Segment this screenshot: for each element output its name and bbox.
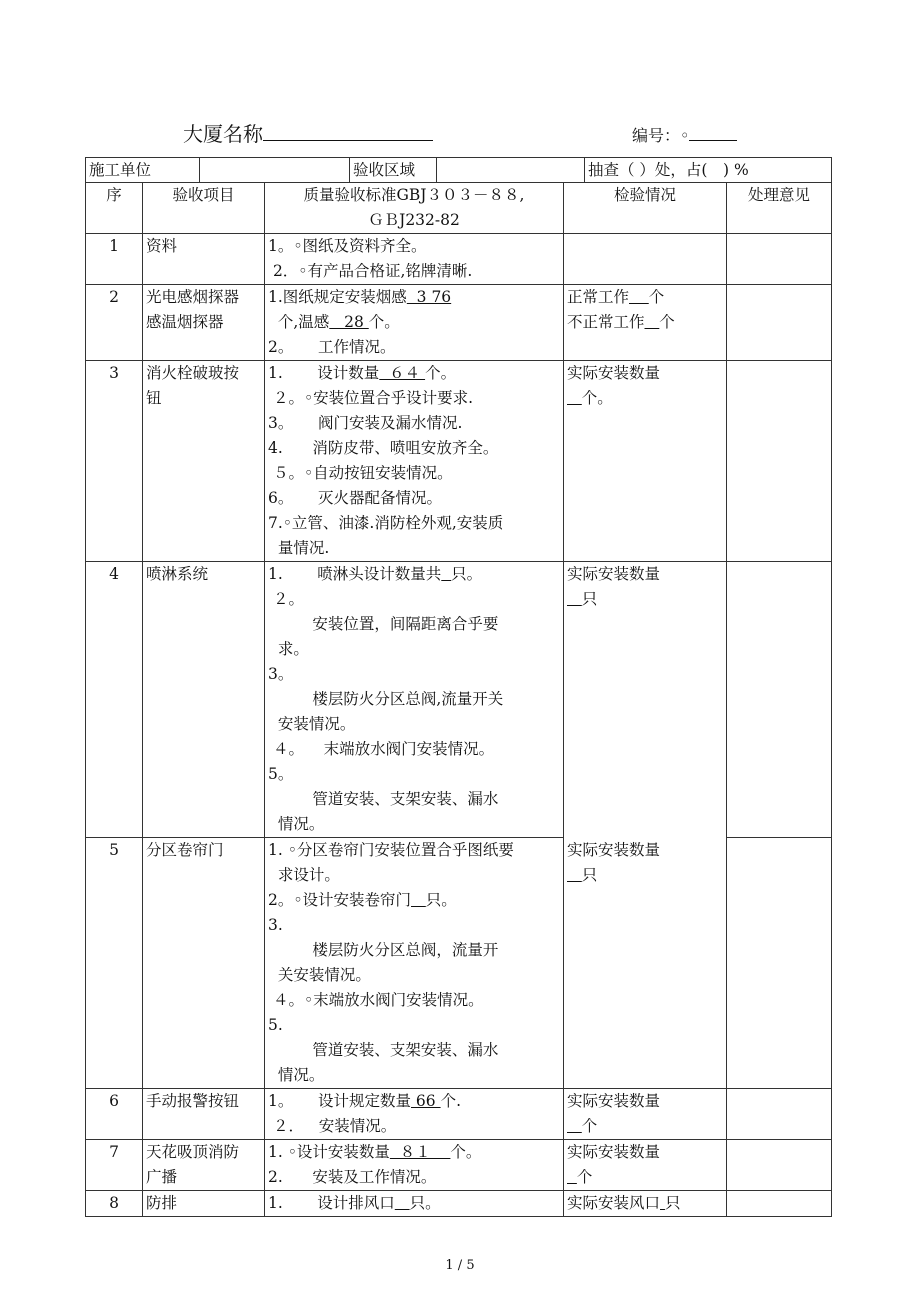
- text-line: [567, 1165, 723, 1190]
- text-line: [268, 888, 560, 913]
- text-line: [567, 1089, 723, 1114]
- item-line: 光电感烟探器: [146, 288, 240, 306]
- text-segment: 4. 消防皮带、喷咀安放齐全。: [268, 439, 499, 457]
- text-line: [268, 361, 560, 386]
- text-line: [268, 612, 560, 637]
- unit-label: 施工单位: [86, 158, 200, 182]
- text-segment: 只: [581, 865, 598, 884]
- text-segment: ２。: [268, 590, 304, 608]
- text-line: [268, 587, 560, 612]
- text-line: [567, 838, 723, 863]
- text-segment: 正常工作: [567, 288, 630, 306]
- table-row: [86, 361, 832, 562]
- text-segment: 个: [648, 288, 665, 306]
- row-handling[interactable]: [727, 234, 832, 285]
- text-segment: 实际安装风口: [567, 1194, 661, 1212]
- text-line: [567, 386, 723, 411]
- standard-line: ＧＢJ232-82: [368, 211, 460, 229]
- row-check[interactable]: [564, 562, 727, 838]
- text-line: [268, 486, 560, 511]
- text-line: [268, 562, 560, 587]
- text-line: [268, 1063, 560, 1088]
- row-check[interactable]: [564, 361, 727, 562]
- text-segment: ５。◦自动按钮安装情况。: [268, 464, 453, 482]
- text-segment: 楼层防火分区总阀,流量开关: [268, 690, 504, 708]
- text-segment: 2。◦设计安装卷帘门: [268, 891, 412, 909]
- text-segment: 1. 设计数量: [268, 364, 380, 382]
- text-line: [268, 762, 560, 787]
- text-segment: 7.◦立管、油漆.消防栓外观,安装质: [268, 514, 504, 532]
- text-segment: 实际安装数量: [567, 565, 661, 583]
- item-line: 分区卷帘门: [146, 841, 224, 859]
- text-line: [268, 436, 560, 461]
- row-check[interactable]: [564, 285, 727, 361]
- row-standard: [265, 1191, 564, 1217]
- text-segment: 关安装情况。: [268, 966, 371, 984]
- text-line: [268, 662, 560, 687]
- fill-blank[interactable]: [645, 313, 660, 331]
- text-line: [268, 637, 560, 662]
- row-seq: 1: [86, 234, 143, 285]
- fill-blank[interactable]: 66: [411, 1092, 441, 1110]
- text-segment: 个: [581, 1117, 598, 1135]
- text-line: [567, 1114, 723, 1139]
- text-segment: 实际安装数量: [567, 364, 661, 382]
- text-line: [268, 712, 560, 737]
- info-row: [86, 158, 832, 183]
- item-line: 喷淋系统: [146, 565, 209, 583]
- text-segment: 量情况.: [268, 539, 330, 557]
- text-segment: 1。◦图纸及资料齐全。: [268, 237, 427, 255]
- text-segment: 实际安装数量: [567, 840, 661, 859]
- row-standard: [265, 1140, 564, 1191]
- text-line: [268, 938, 560, 963]
- text-segment: 5。: [268, 765, 294, 783]
- row-handling[interactable]: [727, 285, 832, 361]
- item-line: 感温烟探器: [146, 313, 224, 331]
- row-handling[interactable]: [727, 361, 832, 562]
- row-item: [143, 361, 265, 562]
- item-line: 天花吸顶消防: [146, 1143, 240, 1161]
- text-segment: 安装位置，间隔距离合乎要: [268, 615, 499, 633]
- row-check[interactable]: [564, 1140, 727, 1191]
- col-item: 验收项目: [143, 183, 265, 234]
- building-name-field: [183, 121, 433, 147]
- row-handling[interactable]: [727, 1140, 832, 1191]
- text-segment: ４。 末端放水阀门安装情况。: [268, 740, 495, 758]
- row-check[interactable]: [564, 1191, 727, 1217]
- text-segment: 3。: [268, 665, 294, 683]
- table-row: [86, 1140, 832, 1191]
- table-row: [86, 838, 832, 1089]
- text-segment: 6。 灭火器配备情况。: [268, 489, 442, 507]
- text-line: [268, 988, 560, 1013]
- row-standard: [265, 838, 564, 1089]
- text-segment: 只。: [425, 891, 457, 909]
- text-line: [268, 838, 560, 863]
- text-segment: 管道安装、支架安装、漏水: [268, 1041, 499, 1059]
- fill-blank[interactable]: [629, 288, 649, 306]
- text-segment: 1. ◦分区卷帘门安装位置合乎图纸要: [268, 841, 514, 859]
- text-segment: 3.: [268, 916, 283, 934]
- row-seq: 5: [86, 838, 143, 1089]
- fill-blank[interactable]: [567, 1168, 577, 1186]
- table-row: [86, 285, 832, 361]
- text-line: [567, 361, 723, 386]
- text-segment: 不正常工作: [567, 313, 645, 331]
- standard-line: 质量验收标准GBJ３０３－８８,: [303, 186, 525, 204]
- text-segment: 5.: [268, 1016, 283, 1034]
- text-segment: 个.: [440, 1092, 462, 1110]
- text-segment: 2。 工作情况。: [268, 338, 396, 356]
- col-check: 检验情况: [564, 183, 727, 234]
- fill-blank[interactable]: [567, 866, 582, 884]
- row-seq: 3: [86, 361, 143, 562]
- row-seq: 8: [86, 1191, 143, 1217]
- text-segment: 求。: [268, 640, 309, 658]
- text-line: [268, 310, 560, 335]
- text-line: [268, 1089, 560, 1114]
- row-handling[interactable]: [727, 1191, 832, 1217]
- code-field: [632, 125, 737, 147]
- text-segment: 个。: [368, 313, 400, 331]
- text-line: [567, 285, 723, 310]
- text-line: [268, 1165, 560, 1190]
- row-item: [143, 234, 265, 285]
- text-segment: 楼层防火分区总阀，流量开: [268, 941, 499, 959]
- text-segment: 1. ◦设计安装数量: [268, 1143, 390, 1161]
- text-line: [268, 1038, 560, 1063]
- row-seq: 4: [86, 562, 143, 838]
- text-segment: 只: [664, 1194, 681, 1212]
- fill-blank[interactable]: [567, 389, 582, 407]
- text-line: [268, 1140, 560, 1165]
- text-segment: 1.图纸规定安装烟感: [268, 288, 407, 306]
- fill-blank[interactable]: [441, 565, 451, 583]
- row-item: [143, 562, 265, 838]
- text-segment: 1. 喷淋头设计数量共: [268, 565, 442, 583]
- row-item: [143, 1191, 265, 1217]
- row-standard: [265, 361, 564, 562]
- text-line: [567, 587, 723, 612]
- text-segment: 实际安装数量: [567, 1143, 661, 1161]
- text-line: [268, 1191, 560, 1216]
- row-item: [143, 285, 265, 361]
- col-seq: 序: [86, 183, 143, 234]
- col-standard: [265, 183, 564, 234]
- unit-value[interactable]: [200, 158, 350, 182]
- row-check[interactable]: [564, 234, 727, 285]
- fill-blank[interactable]: ６４: [379, 364, 426, 382]
- text-segment: ２． 安装情况。: [268, 1117, 397, 1135]
- inspection-table: [85, 157, 832, 1217]
- text-line: [567, 310, 723, 335]
- text-segment: 管道安装、支架安装、漏水: [268, 790, 499, 808]
- text-segment: 个。: [425, 364, 457, 382]
- sampling-text: 抽查（ ）处，占( ) %: [588, 161, 749, 179]
- row-seq: 7: [86, 1140, 143, 1191]
- table-row: [86, 1089, 832, 1140]
- row-item: [143, 838, 265, 1089]
- text-segment: 1。 设计规定数量: [268, 1092, 411, 1110]
- text-line: [268, 863, 560, 888]
- text-segment: 只: [581, 590, 598, 608]
- item-line: 防排: [146, 1194, 178, 1212]
- text-line: [268, 913, 560, 938]
- item-line: 消火栓破玻按: [146, 364, 240, 382]
- text-segment: 个: [659, 313, 675, 331]
- fill-blank[interactable]: [395, 1194, 410, 1212]
- item-line: 资料: [146, 237, 178, 255]
- table-row: [86, 234, 832, 285]
- text-line: [268, 461, 560, 486]
- text-segment: 求设计。: [268, 866, 340, 884]
- text-segment: 2. 安装及工作情况。: [268, 1168, 437, 1186]
- column-header-row: [86, 183, 832, 234]
- code-label: 编号：◦: [632, 126, 690, 145]
- table-row: [86, 1191, 832, 1217]
- text-line: [268, 386, 560, 411]
- text-segment: ４。◦末端放水阀门安装情况。: [268, 991, 484, 1009]
- text-segment: 个。: [581, 389, 613, 407]
- text-line: [567, 1140, 723, 1165]
- table-row: [86, 562, 832, 838]
- row-handling[interactable]: [727, 838, 832, 1089]
- row-standard: [265, 562, 564, 838]
- text-line: [567, 1191, 723, 1216]
- fill-blank[interactable]: [411, 891, 426, 909]
- document-header: [0, 0, 920, 157]
- building-name-label: 大厦名称: [183, 122, 263, 146]
- text-segment: 1. 设计排风口: [268, 1194, 395, 1212]
- text-segment: 安装情况。: [268, 715, 356, 733]
- fill-blank[interactable]: [567, 590, 582, 608]
- text-line: [268, 787, 560, 812]
- row-standard: [265, 285, 564, 361]
- building-name-blank[interactable]: [263, 122, 433, 141]
- item-line: 广播: [146, 1168, 178, 1186]
- fill-blank[interactable]: [567, 1117, 582, 1135]
- text-line: [567, 863, 723, 888]
- text-line: [268, 411, 560, 436]
- text-line: [268, 285, 560, 310]
- text-line: [268, 234, 560, 259]
- item-line: 手动报警按钮: [146, 1092, 240, 1110]
- text-segment: 只。: [451, 565, 483, 583]
- row-item: [143, 1089, 265, 1140]
- text-segment: 只。: [409, 1194, 441, 1212]
- row-seq: 6: [86, 1089, 143, 1140]
- text-line: [268, 259, 560, 284]
- row-check[interactable]: [564, 838, 727, 1089]
- area-value[interactable]: [437, 158, 585, 182]
- row-item: [143, 1140, 265, 1191]
- item-line: 钮: [146, 389, 162, 407]
- fill-blank[interactable]: 28: [329, 313, 369, 331]
- page-number: 1 / 5: [445, 1258, 475, 1273]
- text-line: [268, 536, 560, 561]
- code-blank[interactable]: [689, 126, 737, 141]
- row-check[interactable]: [564, 1089, 727, 1140]
- text-line: [268, 963, 560, 988]
- text-line: [268, 1013, 560, 1038]
- text-segment: 实际安装数量: [567, 1092, 661, 1110]
- text-segment: 3。 阀门安装及漏水情况.: [268, 414, 463, 432]
- text-segment: 个: [576, 1168, 593, 1186]
- text-line: [268, 1114, 560, 1139]
- text-line: [268, 737, 560, 762]
- text-line: [268, 812, 560, 837]
- fill-blank[interactable]: 3 76: [406, 288, 452, 306]
- text-segment: 2．◦有产品合格证,铭牌清晰.: [268, 262, 473, 280]
- row-standard: [265, 1089, 564, 1140]
- text-segment: 个。: [450, 1143, 482, 1161]
- row-handling[interactable]: [727, 562, 832, 838]
- row-seq: 2: [86, 285, 143, 361]
- text-line: [268, 335, 560, 360]
- text-line: [268, 511, 560, 536]
- text-segment: ２。◦安装位置合乎设计要求.: [268, 389, 474, 407]
- area-label: 验收区域: [350, 158, 437, 182]
- fill-blank[interactable]: ８１: [389, 1143, 451, 1161]
- text-segment: 个,温感: [268, 313, 330, 331]
- text-segment: 情况。: [268, 1066, 325, 1084]
- text-line: [567, 562, 723, 587]
- row-standard: [265, 234, 564, 285]
- col-handling: 处理意见: [727, 183, 832, 234]
- text-segment: 情况。: [268, 815, 325, 833]
- row-handling[interactable]: [727, 1089, 832, 1140]
- text-line: [268, 687, 560, 712]
